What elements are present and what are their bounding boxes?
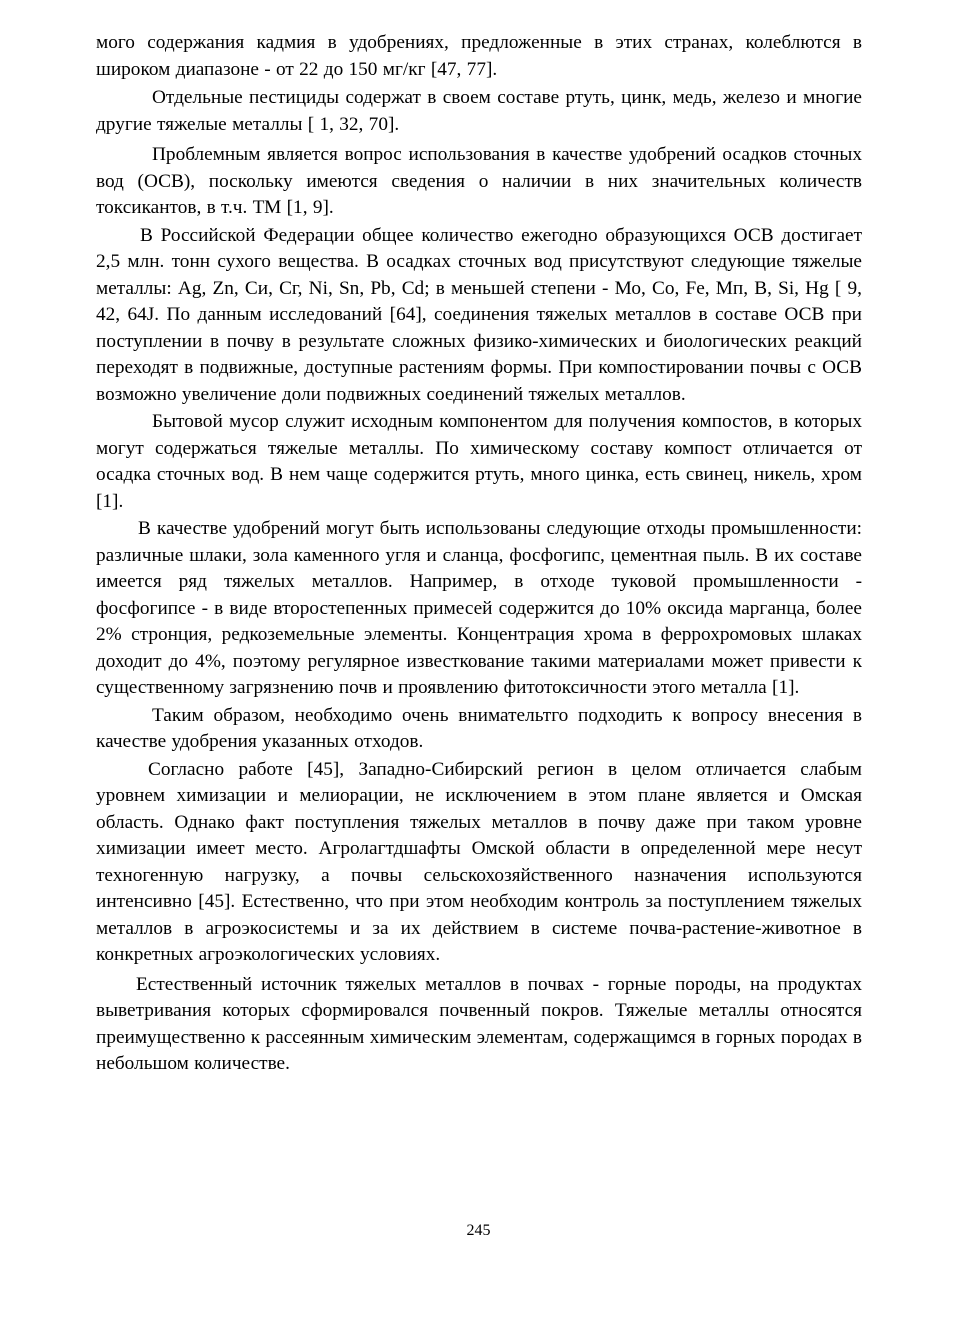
paragraph-pesticides: Отдельные пестициды содержат в своем составе ртуть, цинк, медь, железо и многие другие тяжелые металлы [ 1, 32, 70].: [96, 87, 862, 135]
paragraph-conclusion: Таким образом, необходимо очень внимательтго подходить к вопросу внесения в качестве удобрения указанных отходов.: [96, 704, 862, 752]
paragraph-cadmium-fertilizers: мого содержания кадмия в удобрениях, предложенные в этих странах, колеблются в широком диапазоне - от 22 до 150 мг/кг [47, 77].: [96, 32, 862, 80]
paragraph-russian-federation-osv: В Российской Федерации общее количество ежегодно образующихся ОСВ достигает 2,5 млн. тонн сухого вещества. В осадках сточных вод присутствуют следующие тяжелые металлы: Ag, Zn, Си, Сг, Ni, Sn, Pb, Cd; в меньшей степени - Мо, Со, Fe, Мп, В, Si, Hg [ 9, 42, 64J. По данным исследований [64], соединения тяжелых металлов в составе ОСВ при поступлении в почву в результате сложных физико-химических и биологических реакций переходят в подвижные, доступные растениям формы. При компостировании почвы с ОСВ возможно увеличение доли подвижных соединений тяжелых металлов.: [96, 224, 862, 405]
paragraph-sewage-sludge-problem: Проблемным является вопрос использования в качестве удобрений осадков сточных вод (ОСВ), поскольку имеются сведения о наличии в них значительных количеств токсикантов, в т.ч. ТМ [1, 9].: [96, 144, 862, 218]
paragraph-natural-source: Естественный источник тяжелых металлов в почвах - горные породы, на продуктах выветривания которых сформировался почвенный покров. Тяжелые металлы относятся преимущественно к рассеянным химическим элементам, содержащимся в горных породах в небольшом количестве.: [96, 973, 862, 1074]
document-page: [96, 30, 862, 1078]
paragraph-industrial-waste: В качестве удобрений могут быть использованы следующие отходы промышленности: различные шлаки, зола каменного угля и сланца, фосфогипс, цементная пыль. В их составе имеется ряд тяжелых металлов. Например, в отходе туковой промышленности - фосфогипсе - в виде второстепенных примесей содержится до 10% оксида марганца, более 2% стронция, редкоземельные элементы. Концентрация хрома в феррохромовых шлаках доходит до 4%, поэтому регулярное известкование такими материалами может привести к существенному загрязнению почв и проявлению фитотоксичности этого металла [1].: [96, 518, 862, 698]
paragraph-west-siberian-region: Согласно работе [45], Западно-Сибирский регион в целом отличается слабым уровнем химизации и мелиорации, не исключением в этом плане является и Омская область. Однако факт поступления тяжелых металлов в почву даже при таком уровне химизации имеет место. Агролагтдшафты Омской области в определенной мере несут техногенную нагрузку, а почвы сельскохозяйственного назначения используются интенсивно [45]. Естественно, что при этом необходим контроль за поступлением тяжелых металлов в агроэкосистемы и за их действием в системе почва-растение-животное в конкретных агроэкологических условиях.: [96, 758, 862, 965]
paragraph-household-waste: Бытовой мусор служит исходным компонентом для получения компостов, в которых могут содержаться тяжелые металлы. По химическому составу компост отличается от осадка сточных вод. В нем чаще содержится ртуть, много цинка, есть свинец, никель, хром [1].: [96, 411, 862, 512]
page-number: 245: [466, 1222, 491, 1239]
